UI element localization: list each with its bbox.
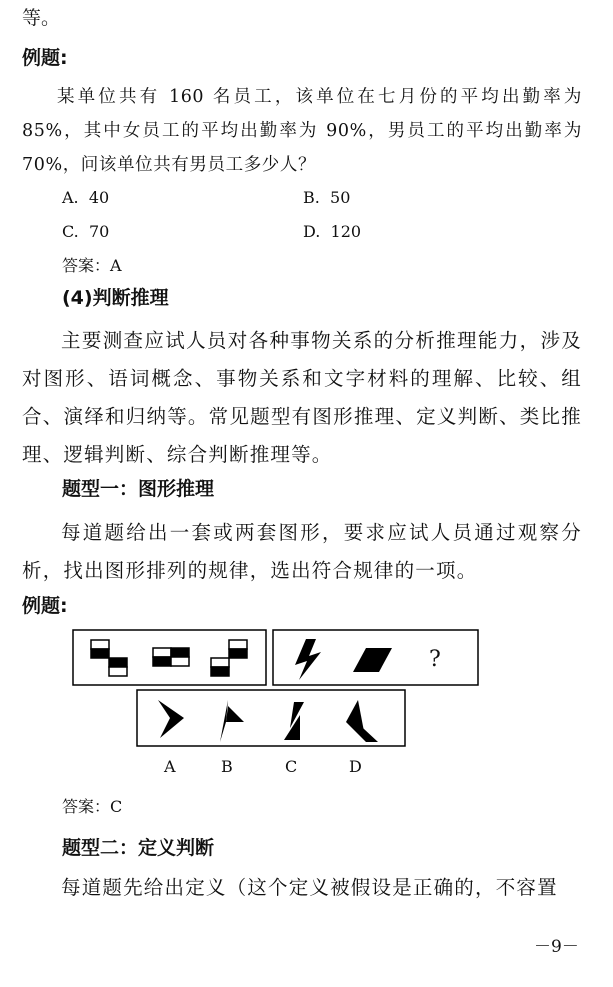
option-d-figure — [346, 700, 378, 742]
option-d-label: D. — [303, 222, 321, 241]
page-number: －9－ — [534, 937, 579, 957]
option-a-label: A. — [62, 188, 79, 207]
type1-example-heading: 例题: — [22, 595, 68, 617]
figure-option-label-a: A — [164, 757, 176, 776]
option-b-label: B. — [303, 188, 320, 207]
seq1-figure-3 — [211, 640, 247, 676]
seq2-figure-1 — [295, 639, 321, 680]
type1-heading: 题型一：图形推理 — [62, 478, 215, 500]
option-a-figure — [158, 700, 184, 738]
section4-heading: (4)判断推理 — [62, 287, 169, 309]
option-b-figure — [220, 700, 244, 742]
type2-description: 每道题先给出定义（这个定义被假设是正确的，不容置 — [61, 876, 558, 899]
section4-description: 主要测查应试人员对各种事物关系的分析推理能力，涉及对图形、语词概念、事物关系和文字材料的理解、比较、组合、演绎和归纳等。常见题型有图形推理、定义判断、类比推理、逻辑判断、综合判断推理等。 — [22, 329, 582, 466]
option-a-value: 40 — [88, 188, 110, 207]
option-b-value: 50 — [330, 188, 351, 207]
example1-answer: 答案：A — [62, 256, 122, 275]
example1-heading: 例题: — [22, 47, 68, 69]
figure-option-label-c: C — [285, 757, 298, 776]
option-c-figure — [284, 702, 304, 740]
example1-question: 某单位共有 160 名员工，该单位在七月份的平均出勤率为 85%，其中女员工的平均出勤率为 90%，男员工的平均出勤率为 70%，问该单位共有男员工多少人？ — [22, 87, 582, 175]
option-c-label: C. — [62, 222, 79, 241]
seq1-figure-1 — [91, 640, 127, 676]
seq2-figure-2 — [353, 648, 392, 672]
seq1-figure-2 — [153, 648, 189, 666]
figure-option-label-b: B — [221, 757, 233, 776]
type2-heading: 题型二：定义判断 — [62, 837, 215, 859]
type1-description: 每道题给出一套或两套图形，要求应试人员通过观察分析，找出图形排列的规律，选出符合规律的一项。 — [22, 521, 582, 582]
question-mark: ? — [429, 647, 441, 672]
option-d-value: 120 — [330, 222, 362, 241]
type1-answer: 答案：C — [62, 797, 123, 816]
figure-option-label-d: D — [349, 757, 362, 776]
option-c-value: 70 — [88, 222, 110, 241]
top-fragment: 等。 — [22, 7, 61, 29]
